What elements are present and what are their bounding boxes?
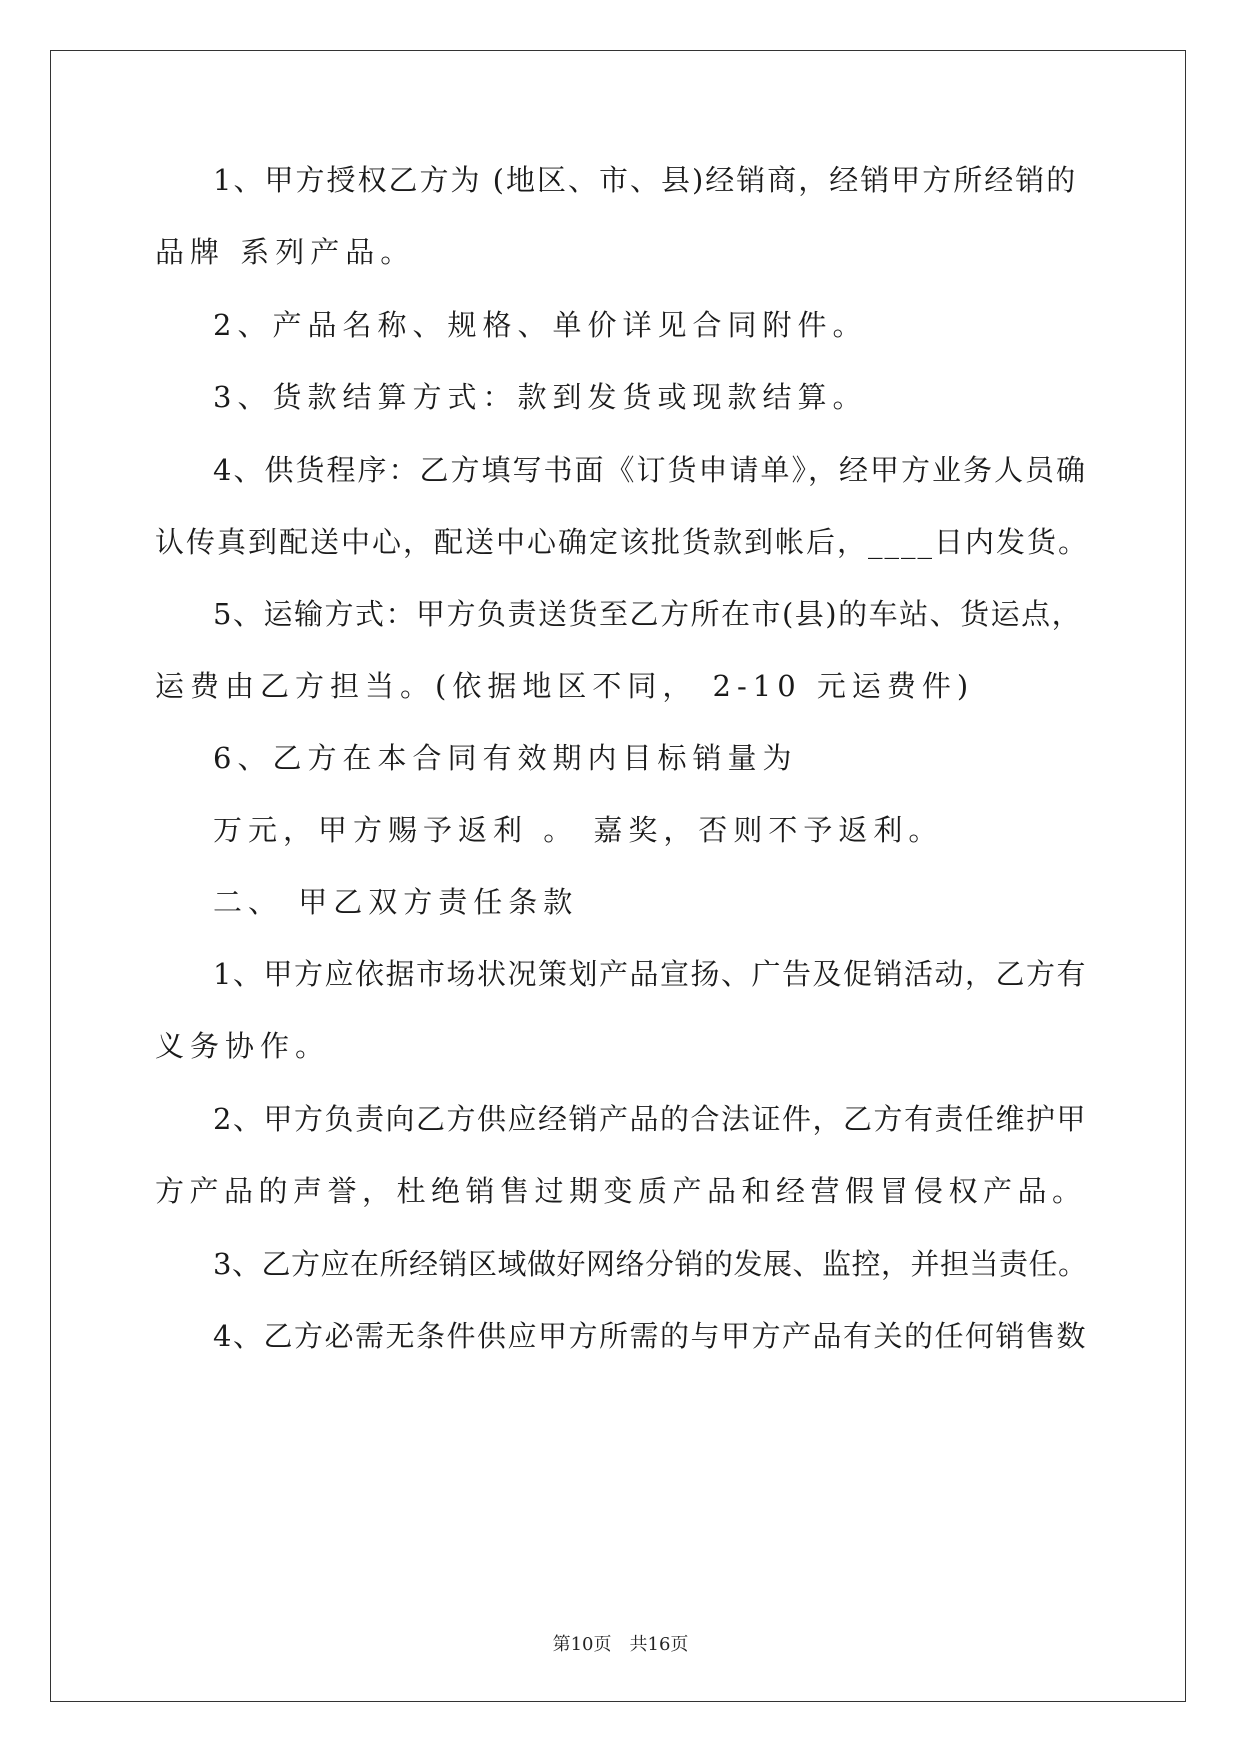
text-line: 3、乙方应在所经销区域做好网络分销的发展、监控，并担当责任。 — [213, 1247, 1088, 1281]
text-line: 4、供货程序：乙方填写书面《订货申请单》，经甲方业务人员确 — [213, 453, 1087, 487]
text-line: 品牌 系列产品。 — [155, 235, 416, 269]
text-line: 1、甲方应依据市场状况策划产品宣扬、广告及促销活动，乙方有 — [213, 957, 1087, 991]
text-line: 万元，甲方赐予返利 。 嘉奖，否则不予返利。 — [213, 813, 944, 847]
text-line: 4、乙方必需无条件供应甲方所需的与甲方产品有关的任何销售数 — [213, 1319, 1087, 1353]
section-heading: 二、 甲乙双方责任条款 — [213, 885, 579, 919]
text-line: 运费由乙方担当。(依据地区不同， 2-10 元运费件) — [155, 669, 975, 703]
text-line: 方产品的声誉，杜绝销售过期变质产品和经营假冒侵权产品。 — [155, 1174, 1087, 1208]
text-line: 义务协作。 — [155, 1029, 331, 1063]
page-number: 第10页 共16页 — [552, 1634, 689, 1655]
text-line: 5、运输方式：甲方负责送货至乙方所在市(县)的车站、货运点， — [213, 597, 1083, 631]
text-line: 1、甲方授权乙方为 (地区、市、县)经销商，经销甲方所经销的 — [213, 163, 1078, 197]
text-line: 2、甲方负责向乙方供应经销产品的合法证件，乙方有责任维护甲 — [213, 1102, 1087, 1136]
text-line: 2、产品名称、规格、单价详见合同附件。 — [213, 308, 868, 342]
text-line: 6、乙方在本合同有效期内目标销量为 — [213, 741, 798, 775]
page-border — [50, 50, 1186, 1702]
text-line: 认传真到配送中心，配送中心确定该批货款到帐后，____日内发货。 — [155, 525, 1090, 559]
text-line: 3、货款结算方式：款到发货或现款结算。 — [213, 380, 868, 414]
